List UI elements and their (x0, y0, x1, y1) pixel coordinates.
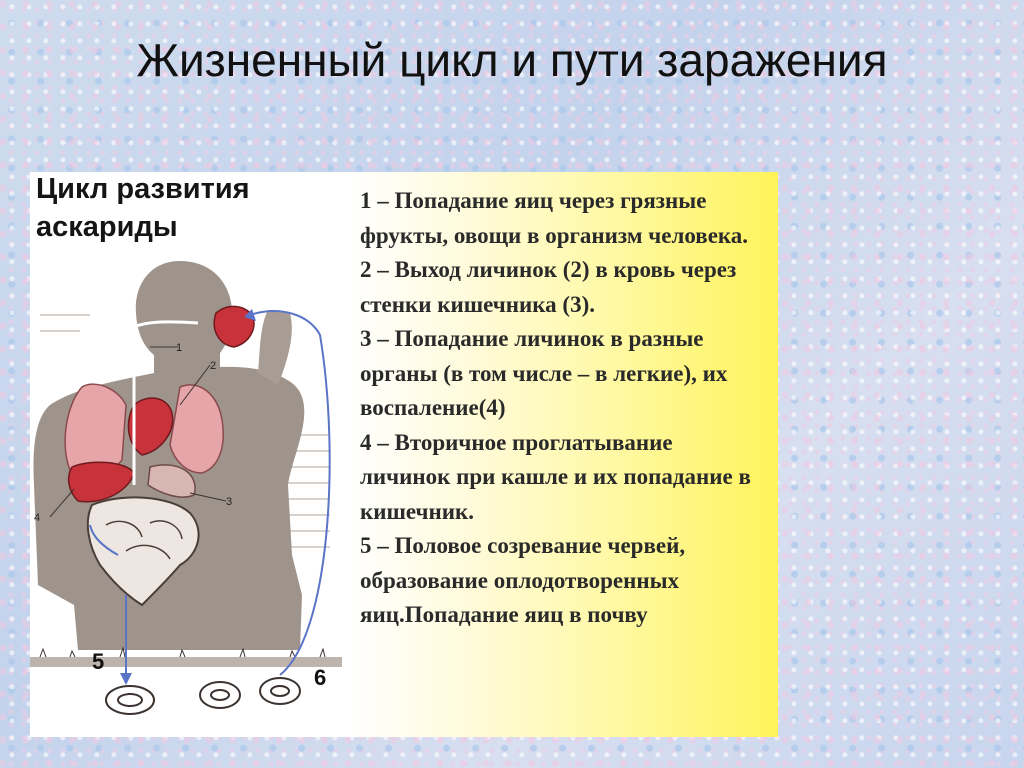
step-item: 4 – Вторичное проглатывание личинок при кашле и их попадание в кишечник. (360, 429, 751, 524)
figure-title: Цикл развития аскариды (36, 173, 250, 243)
step-item: 1 – Попадание яиц через грязные фрукты, овощи в организм человека. (360, 188, 749, 248)
figure-label-2: 2 (210, 360, 217, 372)
raised-arm (258, 310, 292, 385)
step-item: 2 – Выход личинок (2) в кровь через стенки кишечника (3). (360, 257, 737, 317)
figure-label-4: 4 (34, 512, 41, 524)
life-cycle-description (346, 172, 778, 737)
step-item: 3 – Попадание личинок в разные органы (в том числе – в легкие), их воспаление(4) (360, 326, 728, 420)
left-lung (65, 384, 126, 474)
figure-label-3: 3 (226, 496, 233, 508)
figure-label-6: 6 (314, 665, 327, 690)
slide-title: Жизненный цикл и пути заражения (136, 34, 888, 86)
ascaris-life-cycle-illustration (30, 255, 342, 737)
figure-label-5: 5 (92, 649, 105, 674)
step-item: 5 – Половое созревание червей, образование оплодотворенных яиц.Попадание яиц в почву (360, 533, 686, 627)
eggs-in-soil (106, 678, 300, 714)
figure-label-1: 1 (176, 342, 183, 354)
